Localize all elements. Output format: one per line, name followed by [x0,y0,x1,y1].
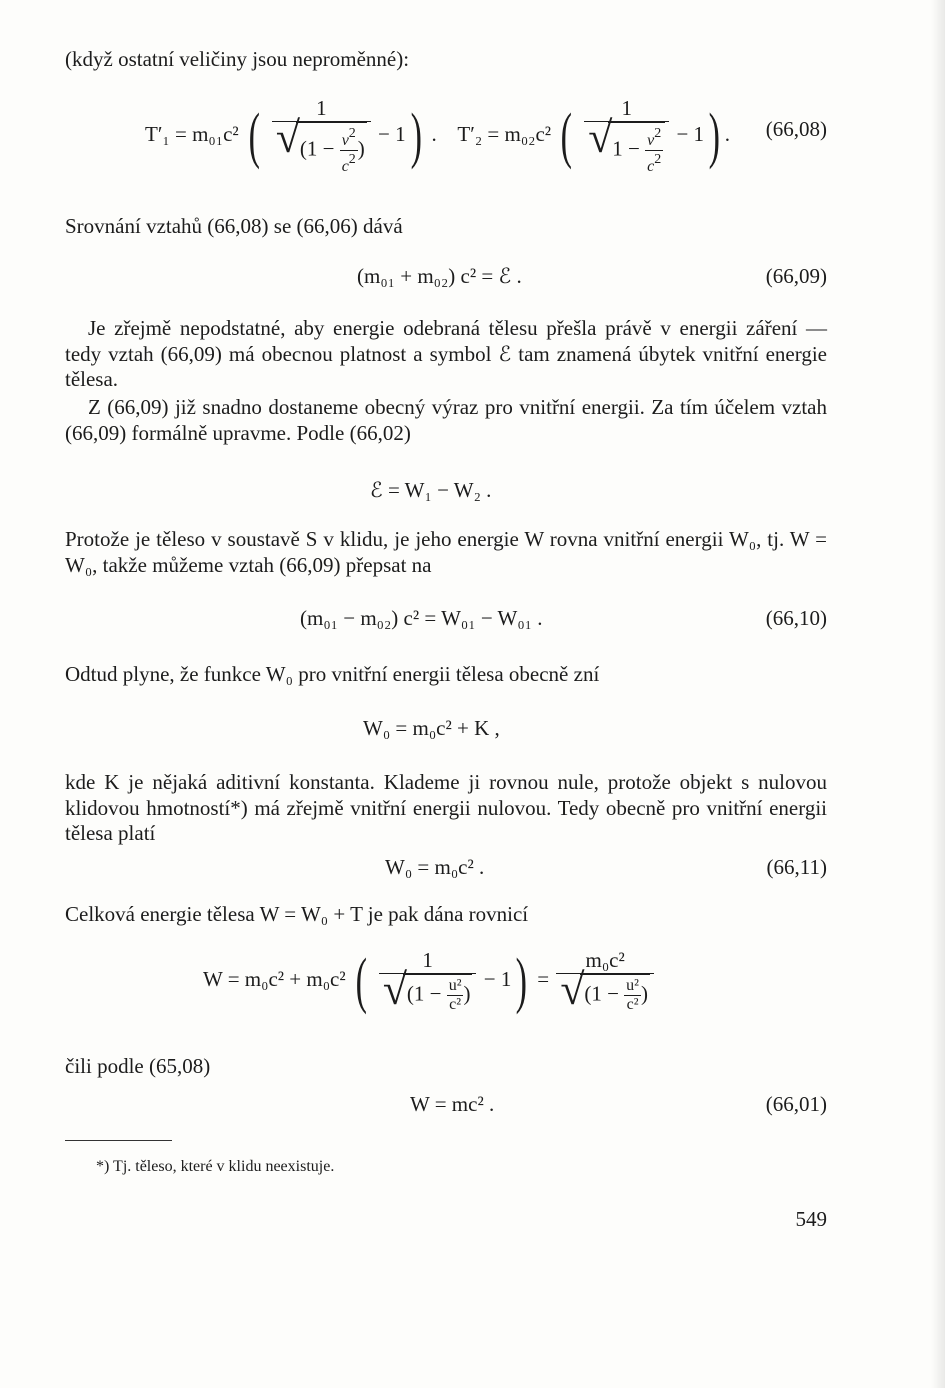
eq-total-c2-b: c² [626,996,639,1013]
eq-66-08-lhs1: T′₁ = m₀₁c² [145,121,239,146]
equation-w0-k: W₀ = m₀c² + K , [363,716,500,740]
paragraph-cili: čili podle (65,08) [65,1054,211,1078]
eq-66-08-num2: 1 [584,96,669,122]
eq-total-u2-b: u² [626,977,639,994]
eq-66-08-lhs2: T′₂ = m₀₂c² [457,121,552,146]
footnote: *) Tj. těleso, které v klidu neexistuje. [96,1158,335,1175]
eq-66-08-minus2: − 1 [676,121,705,146]
equation-e-w1-w2: ℰ = W₁ − W₂ . [370,478,492,502]
eq-66-10-number: (66,10) [765,606,827,630]
paragraph-z6609 [65,395,827,446]
eq-66-11-number: (66,11) [766,855,827,879]
eq-66-09-number: (66,09) [765,264,827,288]
eq-66-08-number: (66,08) [765,117,827,141]
equation-66-09: (m₀₁ + m₀₂) c² = ℰ . [357,264,522,288]
paragraph-z6609-text: Z (66,09) již snadno dostaneme obecný výraz pro vnitřní energii. Za tím účelem vztah (66,09) formálně upravme. Podle (66,02) [65,395,827,445]
footnote-rule [65,1140,172,1141]
paragraph-kde: kde K je nějaká aditivní konstanta. Klademe ji rovnou nule, protože objekt s nulovou klidovou hmotností*) má zřejmě vnitřní energii nulovou. Tedy obecně pro vnitřní energii tělesa platí [65,770,827,845]
eq-66-01-number: (66,01) [765,1092,827,1116]
paragraph-srovnani: Srovnání vztahů (66,08) se (66,06) dává [65,214,403,238]
equation-total-energy: W = m₀c² + m₀c² ( 1 √ (1 − $\frac{\text{u²}}{\text{c²}}$ ) − 1) = m₀c² √ (1 − $\frac{\text{u²}}{\text{c²}}$ ) [203,948,656,1014]
equation-66-01: W = mc² . [410,1092,495,1116]
paragraph-celkova: Celková energie tělesa W = W₀ + T je pak dána rovnicí [65,902,529,926]
eq-total-lhs: W = m₀c² + m₀c² [203,966,346,991]
eq-total-minus1: − 1 [483,966,512,991]
eq-66-08-num1: 1 [272,96,371,122]
eq-total-c2-a: c² [449,996,462,1013]
intro-line: (když ostatní veličiny jsou neproměnné): [65,47,410,71]
page-number: 549 [795,1207,827,1231]
eq-total-u2-a: u² [448,977,462,994]
eq-total-equals: = [537,966,550,991]
eq-66-08-sep: . [431,121,437,146]
eq-total-num2: m₀c² [556,948,654,974]
paragraph-zrejme-text: Je zřejmě nepodstatné, aby energie odebraná tělesu přešla právě v energii záření — tedy vztah (66,09) má obecnou platnost a symbol ℰ tam znamená úbytek vnitřní energie tělesa. [65,316,827,391]
page-edge-shadow [931,0,945,1388]
equation-66-08: T′₁ = m₀₁c² ( 1 √ (1 − $\frac{v^2}{c^2}$ ) − 1) . T′₂ = m₀₂c² ( 1 √ 1 − $\frac{v^2}{c^2}$ − 1) . [145,96,730,176]
eq-total-num1: 1 [379,948,477,974]
equation-66-11: W₀ = m₀c² . [385,855,485,879]
eq-66-08-minus1: − 1 [378,121,406,146]
paragraph-zrejme [65,316,827,393]
eq-66-08-sep2: . [724,121,730,146]
paragraph-protoze: Protože je těleso v soustavě S v klidu, je jeho energie W rovna vnitřní energii W₀, tj. W = W₀, takže můžeme vztah (66,09) přepsat na [65,527,827,577]
paragraph-odtud: Odtud plyne, že funkce W₀ pro vnitřní energii tělesa obecně zní [65,662,600,686]
equation-66-10: (m₀₁ − m₀₂) c² = W₀₁ − W₀₁ . [300,606,543,630]
